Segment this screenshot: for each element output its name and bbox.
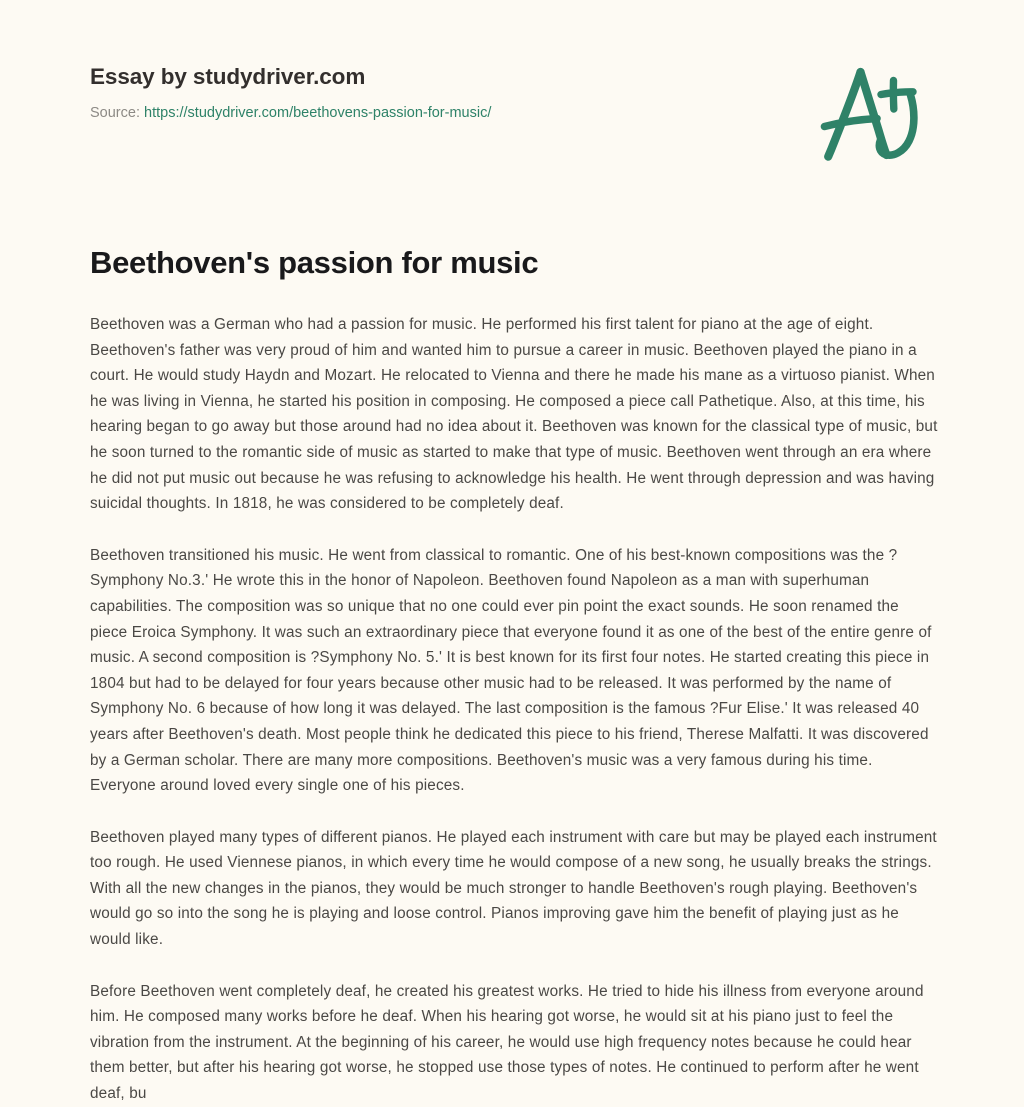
site-title: Essay by studydriver.com bbox=[90, 64, 366, 89]
page-title: Beethoven's passion for music bbox=[90, 245, 539, 280]
a-plus-logo-svg bbox=[812, 58, 928, 170]
paragraph: Before Beethoven went completely deaf, he created his greatest works. He tried to hide his illness from everyone around him. He composed many works before he deaf. When his hearing got worse, he would sit at his piano just to feel the vibration from the instrument. At the beginning of his career, he would use high frequency notes because he could hear them better, but after his hearing got worse, he stopped use those types of notes. He continued to perform after he went deaf, bu bbox=[90, 982, 924, 1103]
article-container bbox=[90, 243, 938, 1107]
source-label: Source: bbox=[90, 105, 140, 121]
source-url-link[interactable]: https://studydriver.com/beethovens-passion-for-music/ bbox=[144, 105, 492, 121]
article-body bbox=[90, 312, 938, 1107]
document-header bbox=[0, 0, 1024, 200]
source-line bbox=[90, 103, 790, 123]
header-text-block bbox=[90, 63, 790, 123]
paragraph: Beethoven played many types of different pianos. He played each instrument with care but may be played each instrument too rough. He used Viennese pianos, in which every time he would compose of a new song, he usually breaks the strings. With all the new changes in the pianos, they would be much stronger to handle Beethoven's rough playing. Beethoven's would go so into the song he is playing and loose control. Pianos improving gave him the benefit of playing just as he would like. bbox=[90, 828, 937, 949]
paragraph: Beethoven was a German who had a passion for music. He performed his first talent for piano at the age of eight. Beethoven's father was very proud of him and wanted him to pursue a career in music. Beethoven played the piano in a court. He would study Haydn and Mozart. He relocated to Vienna and there he made his mane as a virtuoso pianist. When he was living in Vienna, he started his position in composing. He composed a piece call Pathetique. Also, at this time, his hearing began to go away but those around had no idea about it. Beethoven was known for the classical type of music, but he soon turned to the romantic side of music as started to make that type of music. Beethoven went through an era where he did not put music out because he was refusing to acknowledge his health. He went through depression and was having suicidal thoughts. In 1818, he was considered to be completely deaf. bbox=[90, 316, 938, 513]
a-plus-logo-icon bbox=[812, 58, 928, 170]
paragraph: Beethoven transitioned his music. He went from classical to romantic. One of his best-known compositions was the ?Symphony No.3.' He wrote this in the honor of Napoleon. Beethoven found Napoleon as a man with superhuman capabilities. The composition was so unique that no one could ever pin point the exact sounds. He soon renamed the piece Eroica Symphony. It was such an extraordinary piece that everyone found it as one of the best of the entire genre of music. A second composition is ?Symphony No. 5.' It is best known for its first four notes. He started creating this piece in 1804 but had to be delayed for four years because other music had to be released. It was performed by the name of Symphony No. 6 because of how long it was delayed. The last composition is the famous ?Fur Elise.' It was released 40 years after Beethoven's death. Most people think he dedicated this piece to his friend, Therese Malfatti. It was discovered by a German scholar. There are many more compositions. Beethoven's music was a very famous during his time. Everyone around loved every single one of his pieces. bbox=[90, 546, 932, 795]
